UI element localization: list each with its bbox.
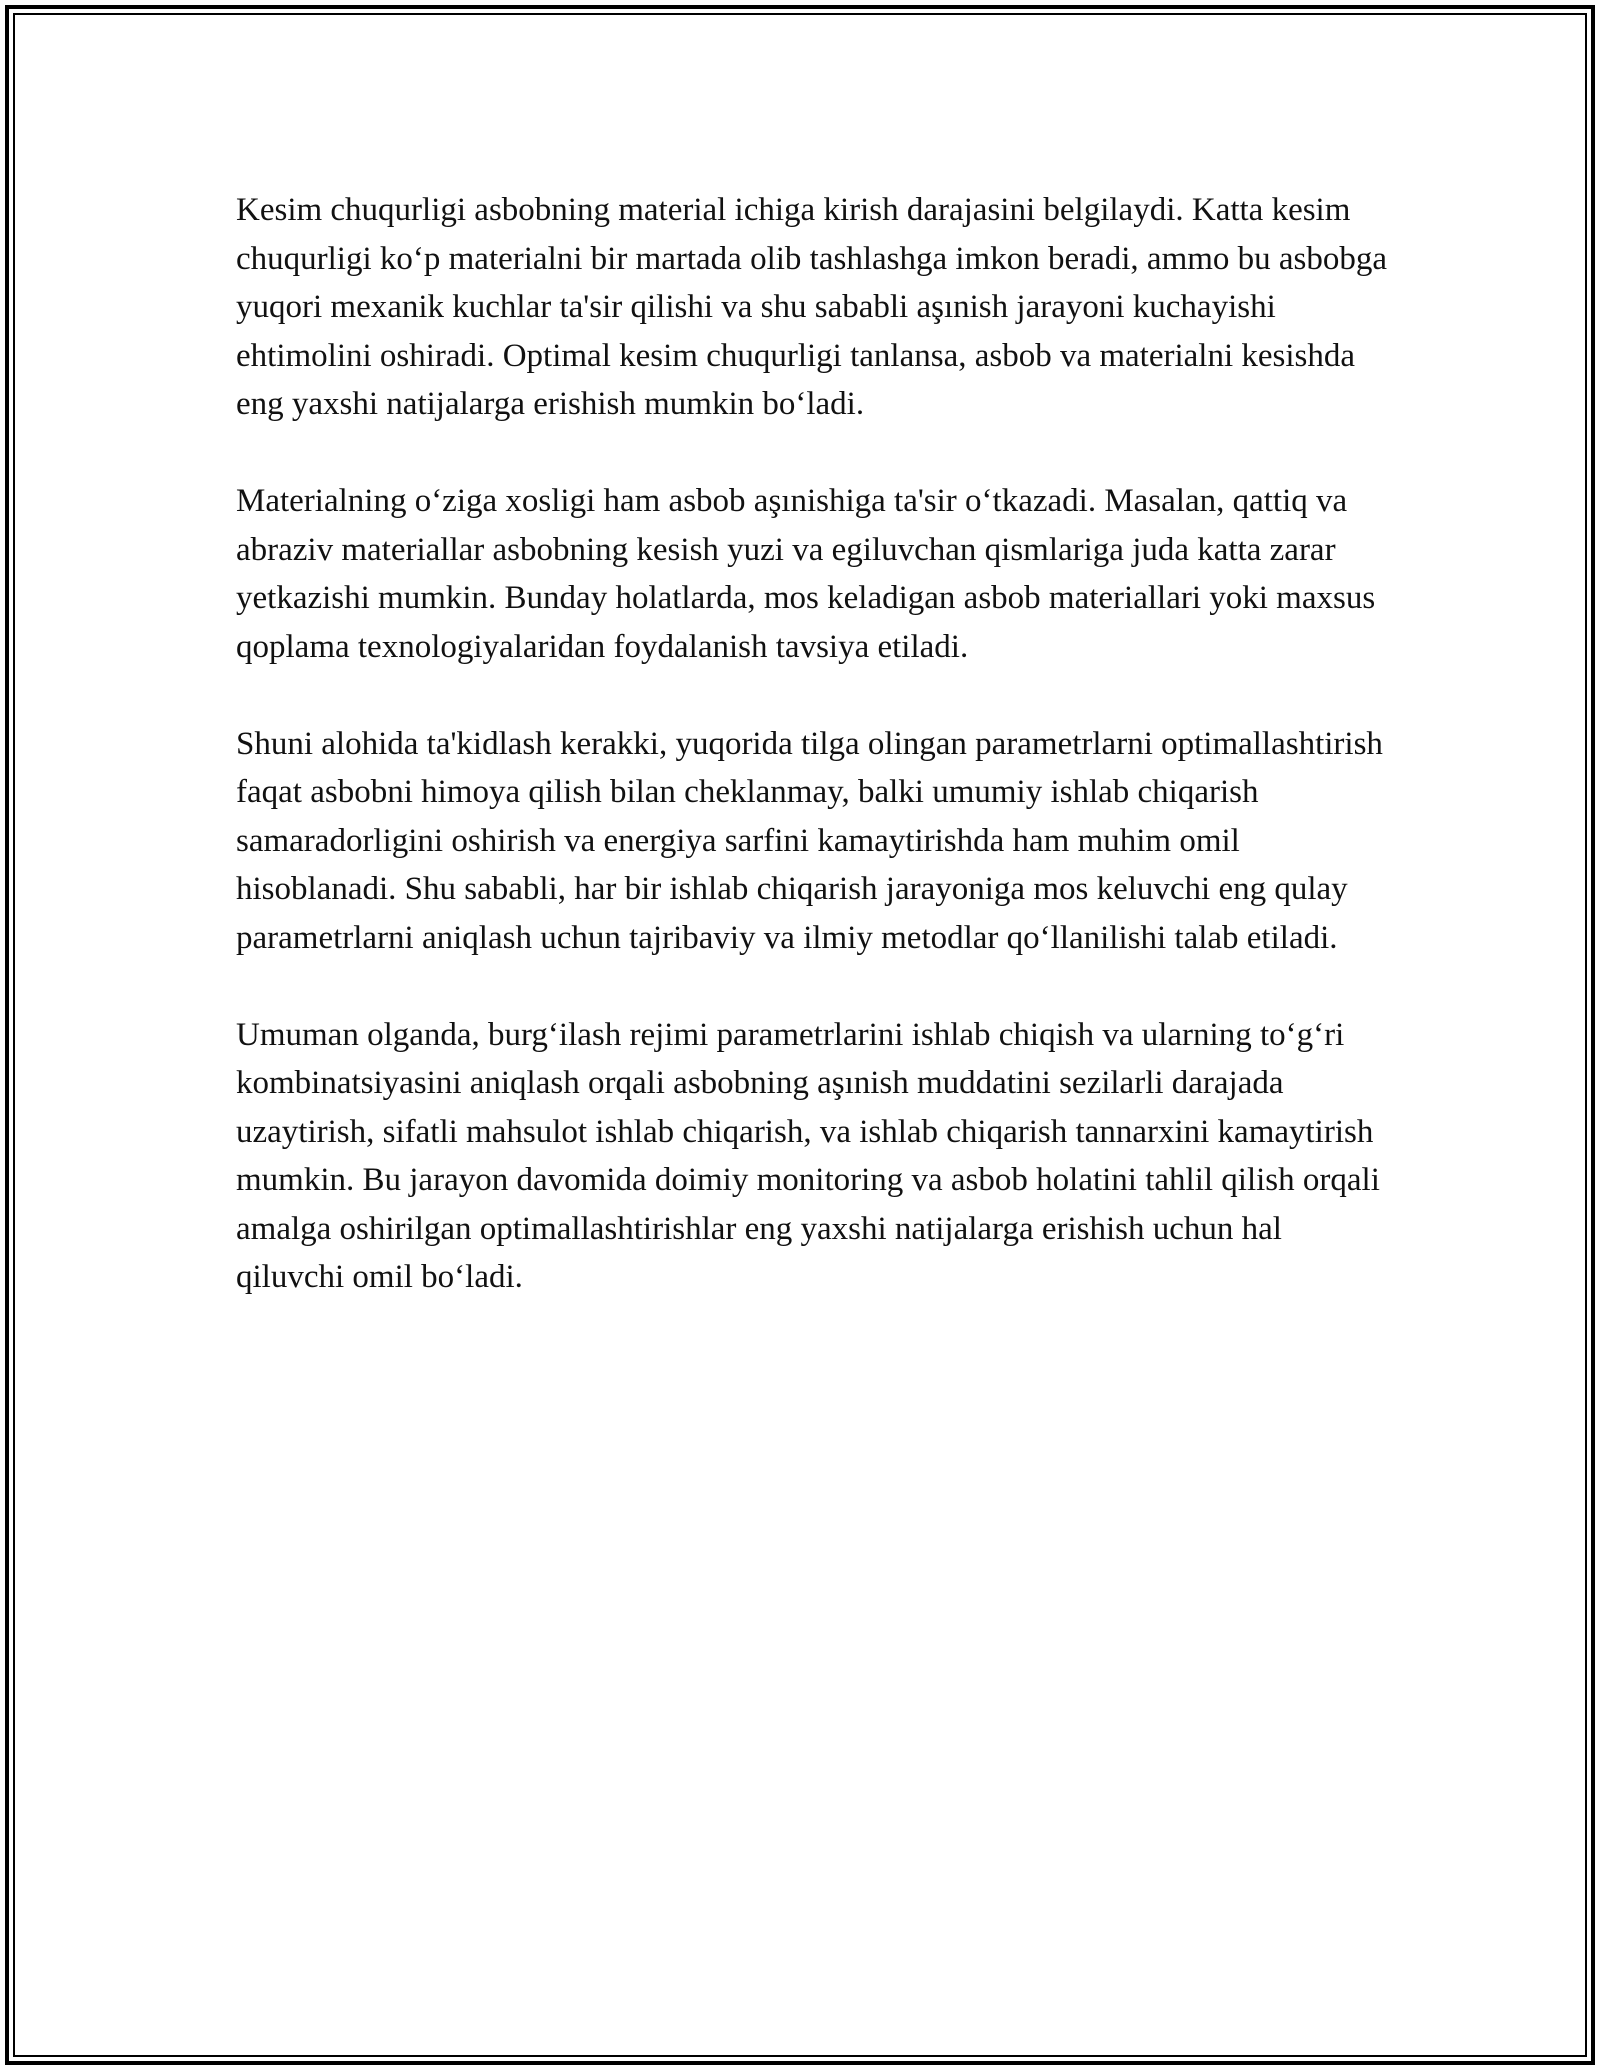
paragraph-4: Umuman olganda, burg‘ilash rejimi parametrlarini ishlab chiqish va ularning to‘g‘ri kombinatsiyasini aniqlash orqali asbobning aşınish muddatini sezilarli darajada uzaytirish, sifatli mahsulot ishlab chiqarish, va ishlab chiqarish tannarxini kamaytirish mumkin. Bu jarayon davomida doimiy monitoring va asbob holatini tahlil qilish orqali amalga oshirilgan optimallashtirishlar eng yaxshi natijalarga erishish uchun hal qiluvchi omil bo‘ladi.: [236, 1016, 1380, 1295]
document-body: [236, 186, 1388, 1350]
paragraph-1: Kesim chuqurligi asbobning material ichiga kirish darajasini belgilaydi. Katta kesim chuqurligi ko‘p materialni bir martada olib tashlashga imkon beradi, ammo bu asbobga yuqori mexanik kuchlar ta'sir qilishi va shu sababli aşınish jarayoni kuchayishi ehtimolini oshiradi. Optimal kesim chuqurligi tanlansa, asbob va materialni kesishda eng yaxshi natijalarga erishish mumkin bo‘ladi.: [236, 192, 1388, 422]
paragraph-2: Materialning o‘ziga xosligi ham asbob aşınishiga ta'sir o‘tkazadi. Masalan, qattiq va abraziv materiallar asbobning kesish yuzi va egiluvchan qismlariga juda katta zarar yetkazishi mumkin. Bunday holatlarda, mos keladigan asbob materiallari yoki maxsus qoplama texnologiyalaridan foydalanish tavsiya etiladi.: [236, 483, 1376, 665]
paragraph-3: Shuni alohida ta'kidlash kerakki, yuqorida tilga olingan parametrlarni optimallashtirish faqat asbobni himoya qilish bilan cheklanmay, balki umumiy ishlab chiqarish samaradorligini oshirish va energiya sarfini kamaytirishda ham muhim omil hisoblanadi. Shu sababli, har bir ishlab chiqarish jarayoniga mos keluvchi eng qulay parametrlarni aniqlash uchun tajribaviy va ilmiy metodlar qo‘llanilishi talab etiladi.: [236, 725, 1383, 956]
